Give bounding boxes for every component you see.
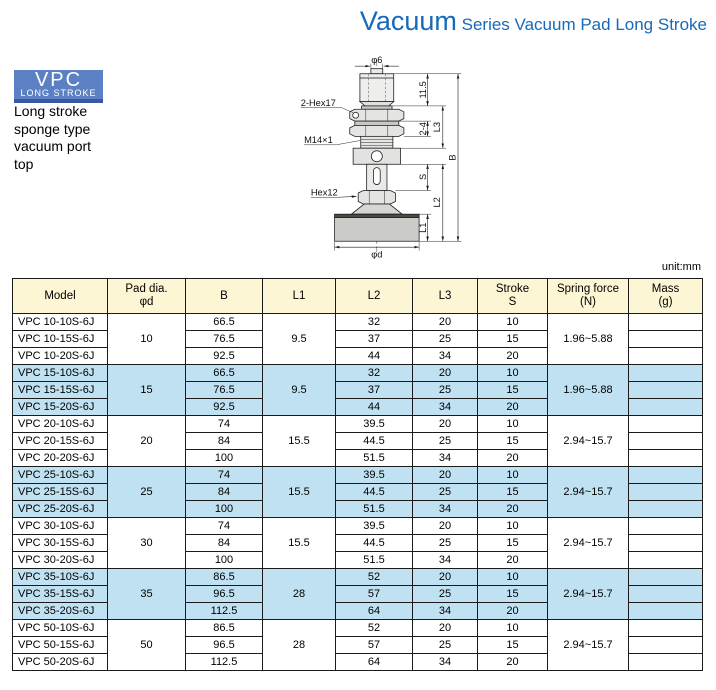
b-cell: 112.5 [186,603,263,620]
b-cell: 86.5 [186,569,263,586]
l2-cell: 44.5 [336,433,413,450]
mass-cell [629,518,703,535]
mass-cell [629,348,703,365]
label-top-diameter: φ6 [371,56,383,65]
pad-dia-cell: 10 [108,314,186,365]
l2-cell: 64 [336,654,413,671]
l3-cell: 34 [413,603,478,620]
stroke-cell: 15 [478,637,548,654]
l3-cell: 34 [413,552,478,569]
label-hex-mid: Hex12 [310,187,338,198]
stroke-cell: 15 [478,586,548,603]
table-header-row [13,279,703,314]
mass-cell [629,416,703,433]
mass-cell [629,382,703,399]
l2-cell: 39.5 [336,467,413,484]
b-cell: 76.5 [186,382,263,399]
l1-cell: 15.5 [263,467,336,518]
mass-cell [629,399,703,416]
model-cell: VPC 25-15S-6J [13,484,108,501]
mass-cell [629,331,703,348]
l2-cell: 57 [336,637,413,654]
l1-cell: 15.5 [263,416,336,467]
table-row [13,569,703,586]
stroke-cell: 10 [478,416,548,433]
stroke-cell: 20 [478,552,548,569]
pad-dia-cell: 25 [108,467,186,518]
l2-cell: 51.5 [336,501,413,518]
l1-cell: 15.5 [263,518,336,569]
spring-force-cell: 2.94~15.7 [548,467,629,518]
col-header-spring-force: Spring force (N) [548,279,629,314]
product-description [14,103,91,173]
mass-cell [629,569,703,586]
l3-cell: 25 [413,637,478,654]
model-cell: VPC 15-20S-6J [13,399,108,416]
model-cell: VPC 35-10S-6J [13,569,108,586]
l2-cell: 32 [336,314,413,331]
l2-cell: 51.5 [336,552,413,569]
l3-cell: 25 [413,586,478,603]
l1-cell: 28 [263,569,336,620]
label-pad-diameter: φd [371,249,383,259]
col-header-pad-dia: Pad dia. φd [108,279,186,314]
stroke-cell: 20 [478,348,548,365]
b-cell: 100 [186,501,263,518]
l3-cell: 25 [413,433,478,450]
table-row [13,620,703,637]
pad-dia-cell: 30 [108,518,186,569]
mass-cell [629,365,703,382]
b-cell: 96.5 [186,586,263,603]
b-cell: 74 [186,416,263,433]
pad-body-drawing [335,69,420,242]
l3-cell: 34 [413,399,478,416]
stroke-cell: 20 [478,603,548,620]
stroke-cell: 20 [478,501,548,518]
l3-cell: 25 [413,484,478,501]
l2-cell: 57 [336,586,413,603]
mass-cell [629,484,703,501]
l2-cell: 44.5 [336,535,413,552]
model-cell: VPC 35-20S-6J [13,603,108,620]
l1-cell: 9.5 [263,314,336,365]
b-cell: 84 [186,535,263,552]
spring-force-cell: 2.94~15.7 [548,620,629,671]
mass-cell [629,314,703,331]
col-header-l2: L2 [336,279,413,314]
l1-cell: 28 [263,620,336,671]
label-overall-b: B [447,154,458,161]
spring-force-cell: 1.96~5.88 [548,314,629,365]
l2-cell: 37 [336,331,413,348]
stroke-cell: 10 [478,467,548,484]
table-row [13,467,703,484]
b-cell: 100 [186,450,263,467]
col-header-mass: Mass (g) [629,279,703,314]
model-cell: VPC 30-10S-6J [13,518,108,535]
label-stroke-s: S [417,173,428,181]
l3-cell: 20 [413,569,478,586]
l3-cell: 34 [413,501,478,518]
col-header-l1: L1 [263,279,336,314]
l2-cell: 37 [336,382,413,399]
spec-table [12,278,703,671]
l2-cell: 51.5 [336,450,413,467]
mass-cell [629,637,703,654]
spring-force-cell: 2.94~15.7 [548,518,629,569]
b-cell: 74 [186,467,263,484]
description-line: sponge type [14,120,91,137]
l3-cell: 25 [413,331,478,348]
b-cell: 74 [186,518,263,535]
label-l3: L3 [432,121,443,133]
stroke-cell: 15 [478,433,548,450]
l2-cell: 39.5 [336,518,413,535]
b-cell: 92.5 [186,399,263,416]
label-thread: M14×1 [304,135,333,146]
l3-cell: 25 [413,382,478,399]
mass-cell [629,433,703,450]
label-washer-range: 2-4 [417,122,428,136]
model-cell: VPC 10-20S-6J [13,348,108,365]
model-cell: VPC 25-20S-6J [13,501,108,518]
pad-dia-cell: 15 [108,365,186,416]
series-badge-code: VPC [34,69,83,91]
mass-cell [629,535,703,552]
b-cell: 66.5 [186,314,263,331]
l2-cell: 52 [336,620,413,637]
l3-cell: 20 [413,620,478,637]
b-cell: 84 [186,484,263,501]
l3-cell: 20 [413,365,478,382]
l3-cell: 20 [413,467,478,484]
label-hex-top: 2-Hex17 [300,97,336,108]
model-cell: VPC 25-10S-6J [13,467,108,484]
col-header-l3: L3 [413,279,478,314]
l3-cell: 20 [413,416,478,433]
stroke-cell: 20 [478,654,548,671]
l3-cell: 34 [413,654,478,671]
stroke-cell: 15 [478,331,548,348]
page-title-rest: Series Vacuum Pad Long Stroke [456,15,707,34]
mass-cell [629,620,703,637]
model-cell: VPC 20-15S-6J [13,433,108,450]
table-row [13,518,703,535]
spec-table-wrap [12,278,703,671]
l1-cell: 9.5 [263,365,336,416]
l3-cell: 34 [413,450,478,467]
stroke-cell: 10 [478,365,548,382]
model-cell: VPC 35-15S-6J [13,586,108,603]
model-cell: VPC 15-15S-6J [13,382,108,399]
description-line: Long stroke [14,103,88,119]
table-row [13,416,703,433]
mass-cell [629,467,703,484]
col-header-stroke: Stroke S [478,279,548,314]
model-cell: VPC 15-10S-6J [13,365,108,382]
b-cell: 66.5 [186,365,263,382]
description-line: top [14,155,34,172]
spring-force-cell: 2.94~15.7 [548,569,629,620]
b-cell: 86.5 [186,620,263,637]
l3-cell: 25 [413,535,478,552]
spring-force-cell: 1.96~5.88 [548,365,629,416]
model-cell: VPC 20-20S-6J [13,450,108,467]
unit-note: unit:mm [661,261,701,273]
model-cell: VPC 50-20S-6J [13,654,108,671]
stroke-cell: 10 [478,518,548,535]
mass-cell [629,501,703,518]
series-badge [14,70,103,103]
l2-cell: 44 [336,348,413,365]
pad-dia-cell: 20 [108,416,186,467]
stroke-cell: 15 [478,484,548,501]
b-cell: 100 [186,552,263,569]
stroke-cell: 20 [478,450,548,467]
table-row [13,314,703,331]
page-title-emphasis: Vacuum [359,6,457,36]
label-l1: L1 [417,222,428,233]
b-cell: 76.5 [186,331,263,348]
l2-cell: 44 [336,399,413,416]
b-cell: 84 [186,433,263,450]
l2-cell: 44.5 [336,484,413,501]
l2-cell: 32 [336,365,413,382]
pad-dia-cell: 50 [108,620,186,671]
stroke-cell: 15 [478,535,548,552]
pad-dia-cell: 35 [108,569,186,620]
mass-cell [629,654,703,671]
vacuum-pad-diagram [299,56,466,259]
b-cell: 112.5 [186,654,263,671]
mass-cell [629,586,703,603]
stroke-cell: 10 [478,620,548,637]
col-header-b: B [186,279,263,314]
spec-table-body [13,314,703,671]
l3-cell: 20 [413,314,478,331]
model-cell: VPC 10-10S-6J [13,314,108,331]
label-fitting-height: 11.5 [417,81,428,99]
model-cell: VPC 50-10S-6J [13,620,108,637]
model-cell: VPC 10-15S-6J [13,331,108,348]
model-cell: VPC 30-15S-6J [13,535,108,552]
mass-cell [629,603,703,620]
description-line: vacuum port [14,138,92,154]
stroke-cell: 10 [478,569,548,586]
mass-cell [629,552,703,569]
model-cell: VPC 20-10S-6J [13,416,108,433]
series-badge-tagline: LONG STROKE [20,88,97,98]
stroke-cell: 15 [478,382,548,399]
spring-force-cell: 2.94~15.7 [548,416,629,467]
l2-cell: 52 [336,569,413,586]
table-row [13,365,703,382]
l3-cell: 34 [413,348,478,365]
col-header-model: Model [13,279,108,314]
stroke-cell: 10 [478,314,548,331]
b-cell: 96.5 [186,637,263,654]
stroke-cell: 20 [478,399,548,416]
page-title [360,6,707,36]
l3-cell: 20 [413,518,478,535]
model-cell: VPC 50-15S-6J [13,637,108,654]
l2-cell: 64 [336,603,413,620]
mass-cell [629,450,703,467]
l2-cell: 39.5 [336,416,413,433]
model-cell: VPC 30-20S-6J [13,552,108,569]
label-l2: L2 [432,197,443,208]
b-cell: 92.5 [186,348,263,365]
